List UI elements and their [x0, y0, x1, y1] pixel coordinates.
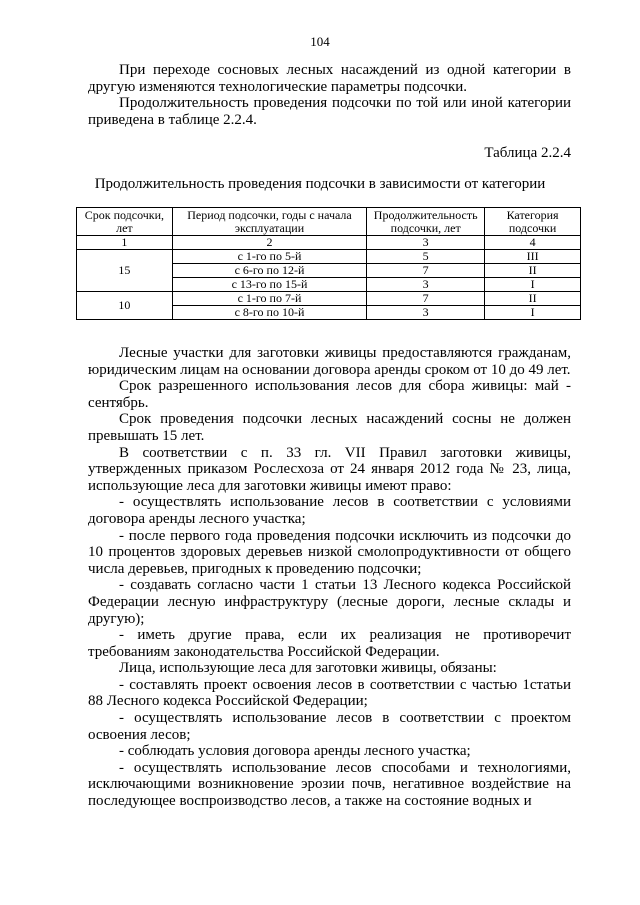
body-section	[88, 345, 571, 810]
duration-cell: 7	[367, 264, 485, 278]
list-item: - осуществлять использование лесов способами и технологиями, исключающими возникновение эрозии почв, негативное воздействие на последующее воспроизводство лесов, а также на состояние водных и	[88, 759, 571, 810]
duration-cell: 7	[367, 292, 485, 306]
period-cell: с 13-го по 15-й	[172, 278, 366, 292]
table-title: Продолжительность проведения подсочки в зависимости от категории	[94, 176, 546, 192]
table-header-cell: Период подсочки, годы с начала эксплуатации	[172, 208, 366, 236]
paragraph: Срок проведения подсочки лесных насаждений сосны не должен превышать 15 лет.	[88, 411, 571, 444]
category-cell: II	[485, 292, 581, 306]
list-item: - соблюдать условия договора аренды лесного участка;	[119, 743, 471, 760]
list-item: - составлять проект освоения лесов в соответствии с частью 1статьи 88 Лесного кодекса Российской Федерации;	[88, 676, 571, 710]
paragraph: При переходе сосновых лесных насаждений из одной категории в другую изменяются технологические параметры подсочки.	[88, 62, 571, 95]
intro-section	[88, 62, 571, 128]
list-item: - осуществлять использование лесов в соответствии с проектом освоения лесов;	[88, 710, 571, 743]
period-cell: с 8-го по 10-й	[172, 306, 366, 320]
column-number-row	[77, 236, 581, 250]
page-number: 104	[310, 34, 330, 49]
paragraph: Срок разрешенного использования лесов для сбора живицы: май - сентябрь.	[88, 378, 571, 411]
term-cell: 10	[77, 292, 173, 320]
term-cell: 15	[77, 250, 173, 292]
table-label: Таблица 2.2.4	[484, 145, 571, 161]
column-number: 3	[367, 236, 485, 250]
table-row	[77, 292, 581, 306]
table-row	[77, 250, 581, 264]
subtapping-duration-table	[76, 207, 581, 320]
category-cell: III	[485, 250, 581, 264]
list-item: - после первого года проведения подсочки исключить из подсочки до 10 процентов здоровых деревьев низкой смолопродуктивности от общего числа деревьев, пригодных к проведению подсочки;	[88, 527, 571, 577]
table-header-cell: Категория подсочки	[485, 208, 581, 236]
list-item: - иметь другие права, если их реализация не противоречит требованиям законодательства Российской Федерации.	[88, 627, 571, 660]
list-item: - создавать согласно части 1 статьи 13 Лесного кодекса Российской Федерации лесную инфраструктуру (лесные дороги, лесные склады и другую);	[88, 577, 571, 627]
category-cell: I	[485, 306, 581, 320]
category-cell: II	[485, 264, 581, 278]
paragraph: Продолжительность проведения подсочки по той или иной категории приведена в таблице 2.2.4.	[88, 95, 571, 128]
period-cell: с 1-го по 5-й	[172, 250, 366, 264]
duration-cell: 3	[367, 278, 485, 292]
column-number: 2	[172, 236, 366, 250]
column-number: 4	[485, 236, 581, 250]
paragraph: Лесные участки для заготовки живицы предоставляются гражданам, юридическим лицам на основании договора аренды сроком от 10 до 49 лет.	[88, 345, 571, 378]
table-header-row	[77, 208, 581, 236]
column-number: 1	[77, 236, 173, 250]
list-item: - осуществлять использование лесов в соответствии с условиями договора аренды лесного участка;	[88, 494, 571, 527]
period-cell: с 1-го по 7-й	[172, 292, 366, 306]
duration-cell: 5	[367, 250, 485, 264]
table-header-cell: Продолжительность подсочки, лет	[367, 208, 485, 236]
category-cell: I	[485, 278, 581, 292]
period-cell: с 6-го по 12-й	[172, 264, 366, 278]
duration-cell: 3	[367, 306, 485, 320]
paragraph: Лица, использующие леса для заготовки живицы, обязаны:	[119, 660, 497, 677]
paragraph: В соответствии с п. 33 гл. VII Правил заготовки живицы, утвержденных приказом Рослесхоза от 24 января 2012 года № 23, лица, использующие леса для заготовки живицы имеют право:	[88, 444, 571, 494]
table-header-cell: Срок подсочки, лет	[77, 208, 173, 236]
